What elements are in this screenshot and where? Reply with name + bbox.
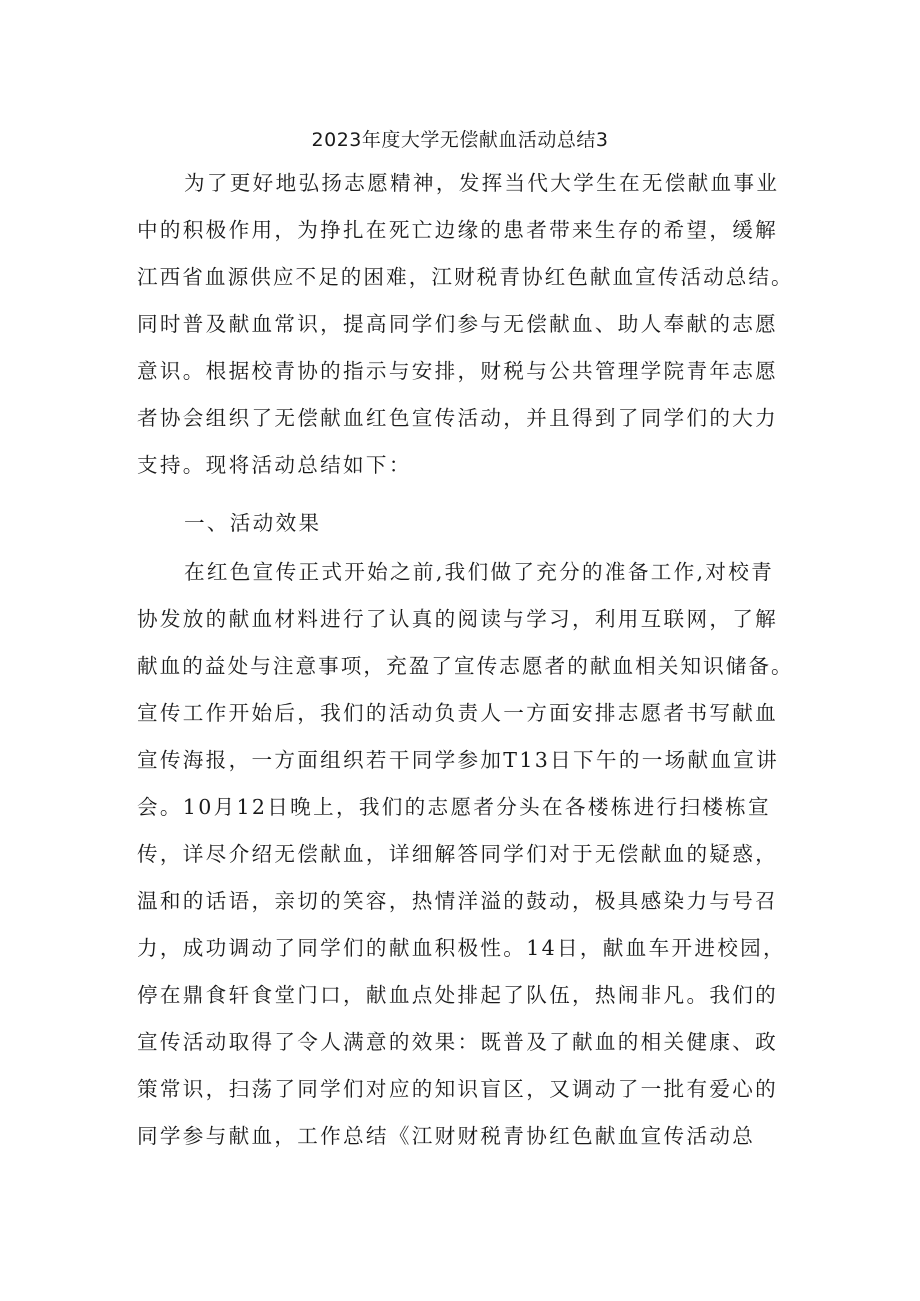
paragraph-line: 宣传工作开始后，我们的活动负责人一方面安排志愿者书写献血 <box>137 701 779 725</box>
paragraph-line: 策常识，扫荡了同学们对应的知识盲区，又调动了一批有爱心的 <box>137 1077 779 1101</box>
paragraph-line: 在红色宣传正式开始之前,我们做了充分的准备工作,对校青 <box>184 560 775 584</box>
paragraph-line: 支持。现将活动总结如下： <box>137 453 412 477</box>
paragraph-line: 宣传海报，一方面组织若干同学参加T13日下午的一场献血宣讲 <box>137 748 780 772</box>
paragraph-line: 停在鼎食轩食堂门口，献血点处排起了队伍，热闹非凡。我们的 <box>137 983 779 1007</box>
paragraph-line: 同学参与献血，工作总结《江财财税青协红色献血宣传活动总 <box>137 1124 756 1148</box>
paragraph-line: 江西省血源供应不足的困难，江财税青协红色献血宣传活动总结。 <box>137 265 794 289</box>
paragraph-line: 者协会组织了无偿献血红色宣传活动，并且得到了同学们的大力 <box>137 406 779 430</box>
paragraph-line: 献血的益处与注意事项，充盈了宣传志愿者的献血相关知识储备。 <box>137 654 794 678</box>
paragraph-line: 会。10月12日晚上，我们的志愿者分头在各楼栋进行扫楼栋宣 <box>137 795 771 819</box>
section-heading: 一、活动效果 <box>184 511 322 535</box>
paragraph-line: 温和的话语，亲切的笑容，热情洋溢的鼓动，极具感染力与号召 <box>137 889 779 913</box>
paragraph-line: 传，详尽介绍无偿献血，详细解答同学们对于无偿献血的疑惑， <box>137 842 779 866</box>
paragraph-line: 为了更好地弘扬志愿精神，发挥当代大学生在无偿献血事业 <box>184 171 780 195</box>
document-title: 2023年度大学无偿献血活动总结3 <box>311 129 609 151</box>
paragraph-line: 意识。根据校青协的指示与安排，财税与公共管理学院青年志愿 <box>137 359 779 383</box>
paragraph-line: 力，成功调动了同学们的献血积极性。14日，献血车开进校园， <box>137 936 786 960</box>
paragraph-line: 同时普及献血常识，提高同学们参与无偿献血、助人奉献的志愿 <box>137 312 779 336</box>
paragraph-line: 宣传活动取得了令人满意的效果：既普及了献血的相关健康、政 <box>137 1030 779 1054</box>
paragraph-line: 中的积极作用，为挣扎在死亡边缘的患者带来生存的希望，缓解 <box>137 218 779 242</box>
paragraph-line: 协发放的献血材料进行了认真的阅读与学习，利用互联网，了解 <box>137 607 779 631</box>
